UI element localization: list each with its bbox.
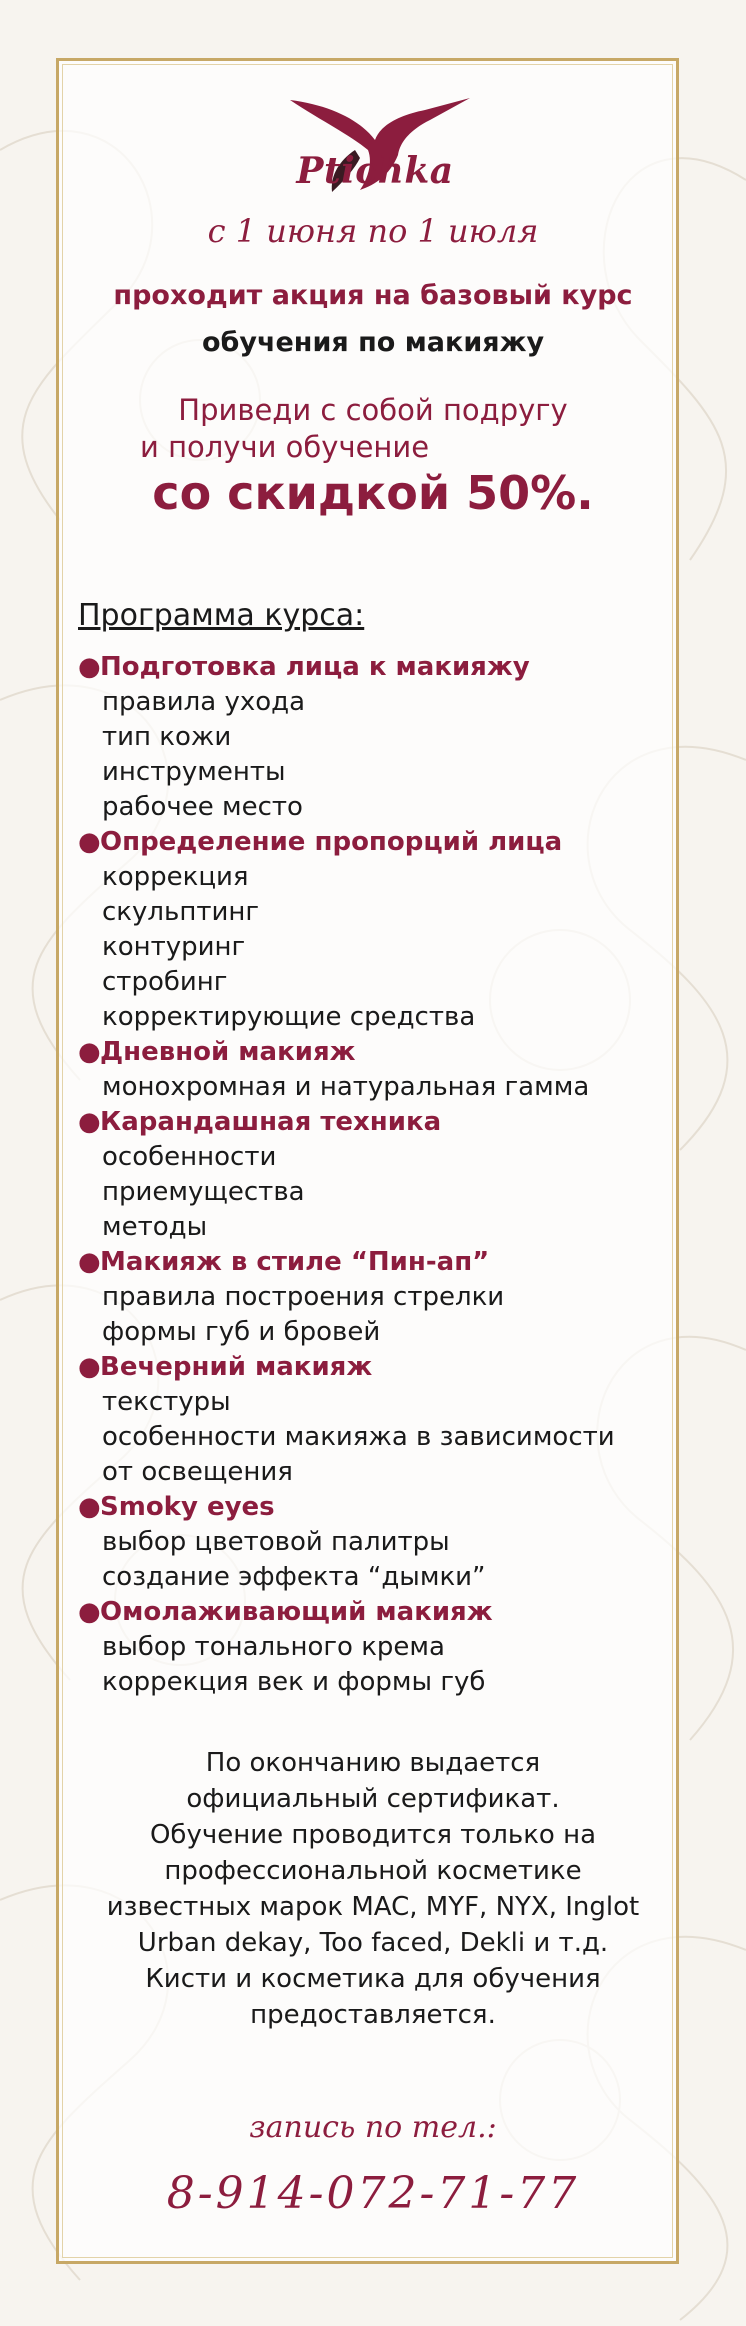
section-item: особенности макияжа в зависимости (102, 1422, 615, 1452)
brand-logo-text: Ptichka (296, 150, 454, 192)
section-item: монохромная и натуральная гамма (102, 1072, 590, 1102)
section-item: формы губ и бровей (102, 1317, 381, 1347)
section-title: Омолаживающий макияж (100, 1597, 493, 1627)
program-section (78, 1245, 678, 1350)
section-title: Smoky eyes (100, 1492, 275, 1522)
dot-icon: ● (78, 1352, 101, 1382)
info-line: По окончанию выдается (205, 1748, 541, 1778)
section-item: выбор тонального крема (102, 1632, 445, 1662)
section-item: стробинг (102, 967, 228, 997)
section-item: корректирующие средства (102, 1002, 476, 1032)
section-item: правила построения стрелки (102, 1282, 505, 1312)
section-title: Дневной макияж (100, 1037, 356, 1067)
info-line: известных марок MAC, MYF, NYX, Inglot (106, 1892, 640, 1922)
program-section (78, 1490, 678, 1595)
program-section (78, 1105, 678, 1245)
info-line: Обучение проводится только на (149, 1820, 597, 1850)
certificate-info (70, 1745, 676, 2033)
program-title: Программа курса: (78, 598, 365, 633)
dot-icon: ● (78, 1247, 101, 1277)
section-item: тип кожи (102, 722, 232, 752)
section-item: правила ухода (102, 687, 306, 717)
info-line: официальный сертификат. (186, 1784, 560, 1814)
dot-icon: ● (78, 1492, 101, 1522)
promo-line-2: обучения по макияжу (201, 327, 545, 358)
program-section (78, 1035, 678, 1105)
info-line: Кисти и косметика для обучения (145, 1964, 601, 1994)
section-item: приемущества (102, 1177, 305, 1207)
get-training-line: и получи обучение (140, 430, 430, 464)
section-item: скульптинг (102, 897, 260, 927)
dot-icon: ● (78, 1037, 101, 1067)
program-section (78, 825, 678, 1035)
section-title: Вечерний макияж (100, 1352, 373, 1382)
section-title: Карандашная техника (100, 1107, 442, 1137)
info-line: предоставляется. (250, 2000, 496, 2030)
bring-friend-line: Приведи с собой подругу (178, 393, 568, 427)
section-item: создание эффекта “дымки” (102, 1562, 486, 1592)
phone-label: запись по тел.: (249, 2110, 497, 2145)
promo-line-1: проходит акция на базовый курс (113, 280, 633, 311)
section-title: Определение пропорций лица (100, 827, 563, 857)
phone-number[interactable]: 8-914-072-71-77 (166, 2168, 580, 2219)
program-section (78, 1350, 678, 1490)
section-item: особенности (102, 1142, 277, 1172)
section-item: текстуры (102, 1387, 231, 1417)
section-item: методы (102, 1212, 208, 1242)
section-item: контуринг (102, 932, 246, 962)
dot-icon: ● (78, 1597, 101, 1627)
dot-icon: ● (78, 827, 101, 857)
section-item: от освещения (102, 1457, 293, 1487)
promo-dates: с 1 июня по 1 июля (207, 212, 539, 250)
dot-icon: ● (78, 652, 101, 682)
info-line: Urban dekay, Too faced, Dekli и т.д. (137, 1928, 609, 1958)
section-item: рабочее место (102, 792, 303, 822)
section-title: Подготовка лица к макияжу (100, 652, 530, 682)
program-section (78, 1595, 678, 1700)
program-list (78, 650, 678, 1700)
section-title: Макияж в стиле “Пин-ап” (100, 1247, 490, 1277)
program-section (78, 650, 678, 825)
discount-headline: со скидкой 50%. (152, 466, 594, 520)
section-item: выбор цветовой палитры (102, 1527, 450, 1557)
section-item: коррекция век и формы губ (102, 1667, 486, 1697)
section-item: коррекция (102, 862, 249, 892)
info-line: профессиональной косметике (164, 1856, 582, 1886)
dot-icon: ● (78, 1107, 101, 1137)
section-item: инструменты (102, 757, 286, 787)
